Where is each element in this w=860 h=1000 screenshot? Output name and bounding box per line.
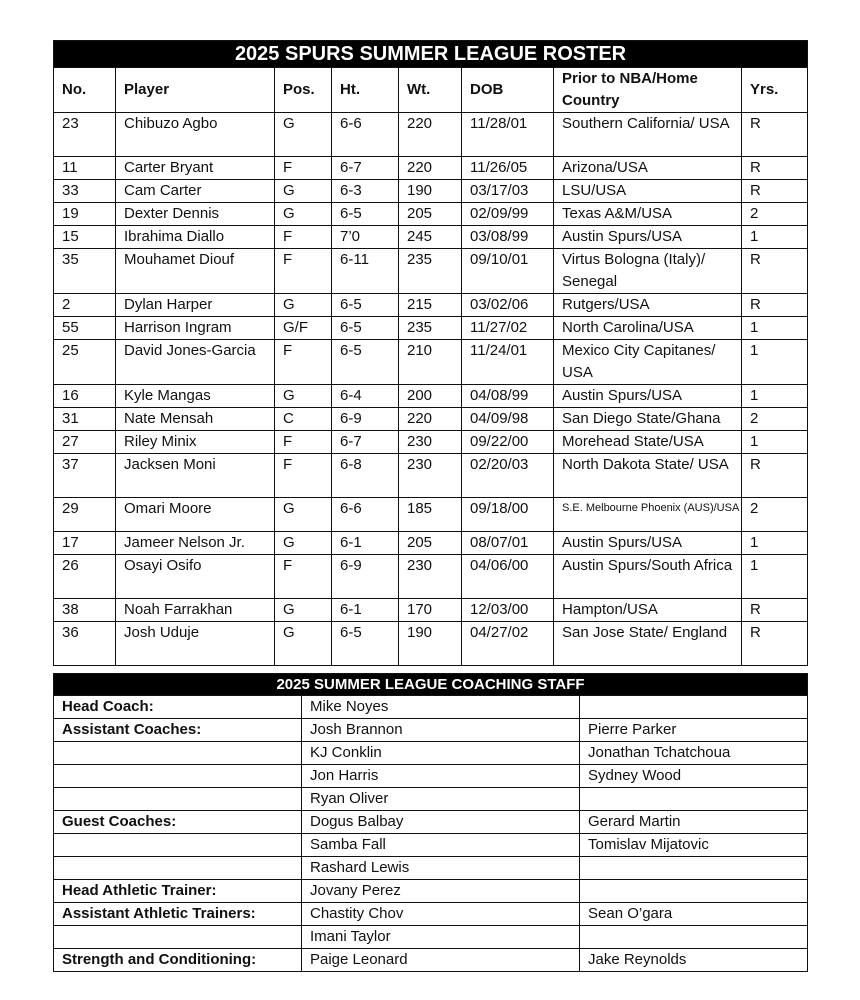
player-yrs: 1	[742, 385, 808, 408]
player-pos: F	[275, 249, 332, 294]
player-prior: Austin Spurs/USA	[554, 532, 742, 555]
table-row	[54, 498, 808, 532]
player-name: Riley Minix	[116, 431, 275, 454]
player-prior: Austin Spurs/USA	[554, 226, 742, 249]
player-yrs: R	[742, 157, 808, 180]
player-no: 37	[54, 454, 116, 498]
staff-role: Assistant Athletic Trainers:	[54, 903, 302, 926]
player-dob: 09/18/00	[462, 498, 554, 532]
table-row	[54, 532, 808, 555]
player-wt: 200	[399, 385, 462, 408]
player-pos: G	[275, 498, 332, 532]
player-ht: 6-1	[332, 532, 399, 555]
player-ht: 6-5	[332, 622, 399, 666]
player-wt: 245	[399, 226, 462, 249]
player-prior: Austin Spurs/South Africa	[554, 555, 742, 599]
player-name: Jameer Nelson Jr.	[116, 532, 275, 555]
staff-name: Tomislav Mijatovic	[580, 834, 808, 857]
table-row	[54, 317, 808, 340]
player-dob: 02/09/99	[462, 203, 554, 226]
player-dob: 11/24/01	[462, 340, 554, 385]
player-wt: 190	[399, 180, 462, 203]
staff-name: Pierre Parker	[580, 719, 808, 742]
staff-role	[54, 788, 302, 811]
staff-name: Chastity Chov	[302, 903, 580, 926]
player-pos: G	[275, 294, 332, 317]
player-no: 31	[54, 408, 116, 431]
player-yrs: R	[742, 454, 808, 498]
player-prior: Morehead State/USA	[554, 431, 742, 454]
player-wt: 235	[399, 249, 462, 294]
player-dob: 09/10/01	[462, 249, 554, 294]
player-ht: 6-5	[332, 340, 399, 385]
player-yrs: 1	[742, 431, 808, 454]
staff-name: Imani Taylor	[302, 926, 580, 949]
table-row	[54, 555, 808, 599]
header-yrs: Yrs.	[742, 68, 808, 113]
player-yrs: 1	[742, 340, 808, 385]
player-ht: 6-7	[332, 431, 399, 454]
player-prior: Texas A&M/USA	[554, 203, 742, 226]
player-name: Nate Mensah	[116, 408, 275, 431]
player-ht: 6-9	[332, 408, 399, 431]
player-dob: 04/06/00	[462, 555, 554, 599]
player-prior: Austin Spurs/USA	[554, 385, 742, 408]
player-name: Carter Bryant	[116, 157, 275, 180]
player-name: David Jones-Garcia	[116, 340, 275, 385]
player-no: 2	[54, 294, 116, 317]
table-row	[54, 180, 808, 203]
player-prior: Arizona/USA	[554, 157, 742, 180]
staff-name: Mike Noyes	[302, 696, 580, 719]
table-row	[54, 765, 808, 788]
player-ht: 6-7	[332, 157, 399, 180]
player-pos: G	[275, 180, 332, 203]
player-yrs: 2	[742, 203, 808, 226]
table-row	[54, 431, 808, 454]
player-name: Dexter Dennis	[116, 203, 275, 226]
player-ht: 6-5	[332, 203, 399, 226]
player-no: 19	[54, 203, 116, 226]
table-row	[54, 719, 808, 742]
player-pos: F	[275, 555, 332, 599]
header-player: Player	[116, 68, 275, 113]
table-row	[54, 857, 808, 880]
player-name: Kyle Mangas	[116, 385, 275, 408]
staff-name: Sydney Wood	[580, 765, 808, 788]
staff-name: Paige Leonard	[302, 949, 580, 972]
staff-role: Assistant Coaches:	[54, 719, 302, 742]
staff-role: Head Athletic Trainer:	[54, 880, 302, 903]
header-ht: Ht.	[332, 68, 399, 113]
table-row	[54, 385, 808, 408]
player-yrs: R	[742, 249, 808, 294]
player-pos: G	[275, 203, 332, 226]
player-dob: 04/27/02	[462, 622, 554, 666]
table-row	[54, 249, 808, 294]
player-wt: 210	[399, 340, 462, 385]
table-row	[54, 622, 808, 666]
player-no: 55	[54, 317, 116, 340]
staff-role: Head Coach:	[54, 696, 302, 719]
player-pos: G	[275, 385, 332, 408]
player-wt: 190	[399, 622, 462, 666]
player-prior: Hampton/USA	[554, 599, 742, 622]
player-ht: 6-9	[332, 555, 399, 599]
player-yrs: R	[742, 113, 808, 157]
player-pos: G	[275, 113, 332, 157]
roster-header-row	[54, 68, 808, 113]
table-row	[54, 834, 808, 857]
player-dob: 08/07/01	[462, 532, 554, 555]
player-ht: 6-1	[332, 599, 399, 622]
header-dob: DOB	[462, 68, 554, 113]
player-no: 16	[54, 385, 116, 408]
staff-name: Gerard Martin	[580, 811, 808, 834]
staff-name	[580, 788, 808, 811]
table-row	[54, 226, 808, 249]
staff-role	[54, 742, 302, 765]
player-yrs: 1	[742, 226, 808, 249]
player-wt: 220	[399, 113, 462, 157]
staff-name: Jon Harris	[302, 765, 580, 788]
staff-name: Sean O’gara	[580, 903, 808, 926]
player-ht: 7’0	[332, 226, 399, 249]
player-wt: 205	[399, 532, 462, 555]
staff-role	[54, 765, 302, 788]
player-dob: 04/09/98	[462, 408, 554, 431]
player-yrs: R	[742, 622, 808, 666]
player-dob: 11/27/02	[462, 317, 554, 340]
player-wt: 230	[399, 555, 462, 599]
staff-name: Jake Reynolds	[580, 949, 808, 972]
staff-name: Jovany Perez	[302, 880, 580, 903]
header-prior: Prior to NBA/Home Country	[554, 68, 742, 113]
player-dob: 03/02/06	[462, 294, 554, 317]
table-row	[54, 599, 808, 622]
player-prior: Southern California/ USA	[554, 113, 742, 157]
coaching-staff-table	[53, 673, 808, 972]
roster-title: 2025 SPURS SUMMER LEAGUE ROSTER	[54, 41, 808, 68]
player-ht: 6-6	[332, 498, 399, 532]
player-name: Noah Farrakhan	[116, 599, 275, 622]
table-row	[54, 903, 808, 926]
player-dob: 03/17/03	[462, 180, 554, 203]
player-dob: 02/20/03	[462, 454, 554, 498]
table-row	[54, 811, 808, 834]
player-ht: 6-11	[332, 249, 399, 294]
staff-title-row	[54, 674, 808, 696]
player-name: Jacksen Moni	[116, 454, 275, 498]
player-yrs: R	[742, 294, 808, 317]
player-wt: 205	[399, 203, 462, 226]
player-no: 26	[54, 555, 116, 599]
player-wt: 170	[399, 599, 462, 622]
player-dob: 03/08/99	[462, 226, 554, 249]
player-no: 35	[54, 249, 116, 294]
table-row	[54, 949, 808, 972]
player-yrs: 2	[742, 498, 808, 532]
player-yrs: R	[742, 599, 808, 622]
table-row	[54, 926, 808, 949]
player-name: Ibrahima Diallo	[116, 226, 275, 249]
header-wt: Wt.	[399, 68, 462, 113]
player-prior: S.E. Melbourne Phoenix (AUS)/USA	[554, 498, 742, 532]
player-dob: 12/03/00	[462, 599, 554, 622]
header-no: No.	[54, 68, 116, 113]
player-pos: G	[275, 532, 332, 555]
player-pos: C	[275, 408, 332, 431]
player-no: 15	[54, 226, 116, 249]
player-dob: 04/08/99	[462, 385, 554, 408]
staff-name: Samba Fall	[302, 834, 580, 857]
player-wt: 230	[399, 431, 462, 454]
player-ht: 6-4	[332, 385, 399, 408]
player-wt: 215	[399, 294, 462, 317]
player-no: 25	[54, 340, 116, 385]
player-no: 33	[54, 180, 116, 203]
player-no: 27	[54, 431, 116, 454]
player-ht: 6-6	[332, 113, 399, 157]
player-pos: F	[275, 340, 332, 385]
staff-name: KJ Conklin	[302, 742, 580, 765]
player-pos: F	[275, 431, 332, 454]
player-pos: G/F	[275, 317, 332, 340]
table-row	[54, 696, 808, 719]
player-prior: Rutgers/USA	[554, 294, 742, 317]
table-row	[54, 788, 808, 811]
player-ht: 6-5	[332, 294, 399, 317]
player-prior: North Carolina/USA	[554, 317, 742, 340]
header-pos: Pos.	[275, 68, 332, 113]
table-row	[54, 113, 808, 157]
table-row	[54, 340, 808, 385]
staff-title: 2025 SUMMER LEAGUE COACHING STAFF	[54, 674, 808, 696]
player-no: 11	[54, 157, 116, 180]
player-wt: 220	[399, 408, 462, 431]
table-row	[54, 880, 808, 903]
roster-table	[53, 40, 808, 666]
player-ht: 6-3	[332, 180, 399, 203]
player-prior: Mexico City Capitanes/ USA	[554, 340, 742, 385]
staff-name	[580, 696, 808, 719]
player-prior: Virtus Bologna (Italy)/ Senegal	[554, 249, 742, 294]
player-pos: G	[275, 622, 332, 666]
player-yrs: 1	[742, 555, 808, 599]
player-ht: 6-8	[332, 454, 399, 498]
player-no: 23	[54, 113, 116, 157]
player-yrs: 1	[742, 317, 808, 340]
table-row	[54, 454, 808, 498]
player-prior: San Jose State/ England	[554, 622, 742, 666]
staff-role: Guest Coaches:	[54, 811, 302, 834]
staff-name: Dogus Balbay	[302, 811, 580, 834]
player-dob: 09/22/00	[462, 431, 554, 454]
player-no: 29	[54, 498, 116, 532]
player-name: Harrison Ingram	[116, 317, 275, 340]
player-yrs: R	[742, 180, 808, 203]
staff-name	[580, 926, 808, 949]
player-dob: 11/28/01	[462, 113, 554, 157]
player-pos: G	[275, 599, 332, 622]
player-wt: 185	[399, 498, 462, 532]
player-name: Omari Moore	[116, 498, 275, 532]
player-wt: 235	[399, 317, 462, 340]
player-yrs: 1	[742, 532, 808, 555]
player-prior: North Dakota State/ USA	[554, 454, 742, 498]
player-no: 36	[54, 622, 116, 666]
staff-name: Jonathan Tchatchoua	[580, 742, 808, 765]
table-row	[54, 203, 808, 226]
staff-role	[54, 834, 302, 857]
staff-name: Rashard Lewis	[302, 857, 580, 880]
staff-name: Ryan Oliver	[302, 788, 580, 811]
player-name: Josh Uduje	[116, 622, 275, 666]
staff-role	[54, 926, 302, 949]
staff-name	[580, 880, 808, 903]
player-ht: 6-5	[332, 317, 399, 340]
roster-title-row	[54, 41, 808, 68]
player-name: Dylan Harper	[116, 294, 275, 317]
player-name: Cam Carter	[116, 180, 275, 203]
player-name: Chibuzo Agbo	[116, 113, 275, 157]
staff-role	[54, 857, 302, 880]
player-wt: 230	[399, 454, 462, 498]
player-prior: LSU/USA	[554, 180, 742, 203]
player-pos: F	[275, 454, 332, 498]
staff-role: Strength and Conditioning:	[54, 949, 302, 972]
table-row	[54, 742, 808, 765]
table-row	[54, 408, 808, 431]
staff-name: Josh Brannon	[302, 719, 580, 742]
player-pos: F	[275, 157, 332, 180]
player-wt: 220	[399, 157, 462, 180]
player-no: 17	[54, 532, 116, 555]
player-yrs: 2	[742, 408, 808, 431]
player-pos: F	[275, 226, 332, 249]
staff-name	[580, 857, 808, 880]
player-no: 38	[54, 599, 116, 622]
table-row	[54, 294, 808, 317]
player-dob: 11/26/05	[462, 157, 554, 180]
player-name: Osayi Osifo	[116, 555, 275, 599]
player-name: Mouhamet Diouf	[116, 249, 275, 294]
player-prior: San Diego State/Ghana	[554, 408, 742, 431]
table-row	[54, 157, 808, 180]
